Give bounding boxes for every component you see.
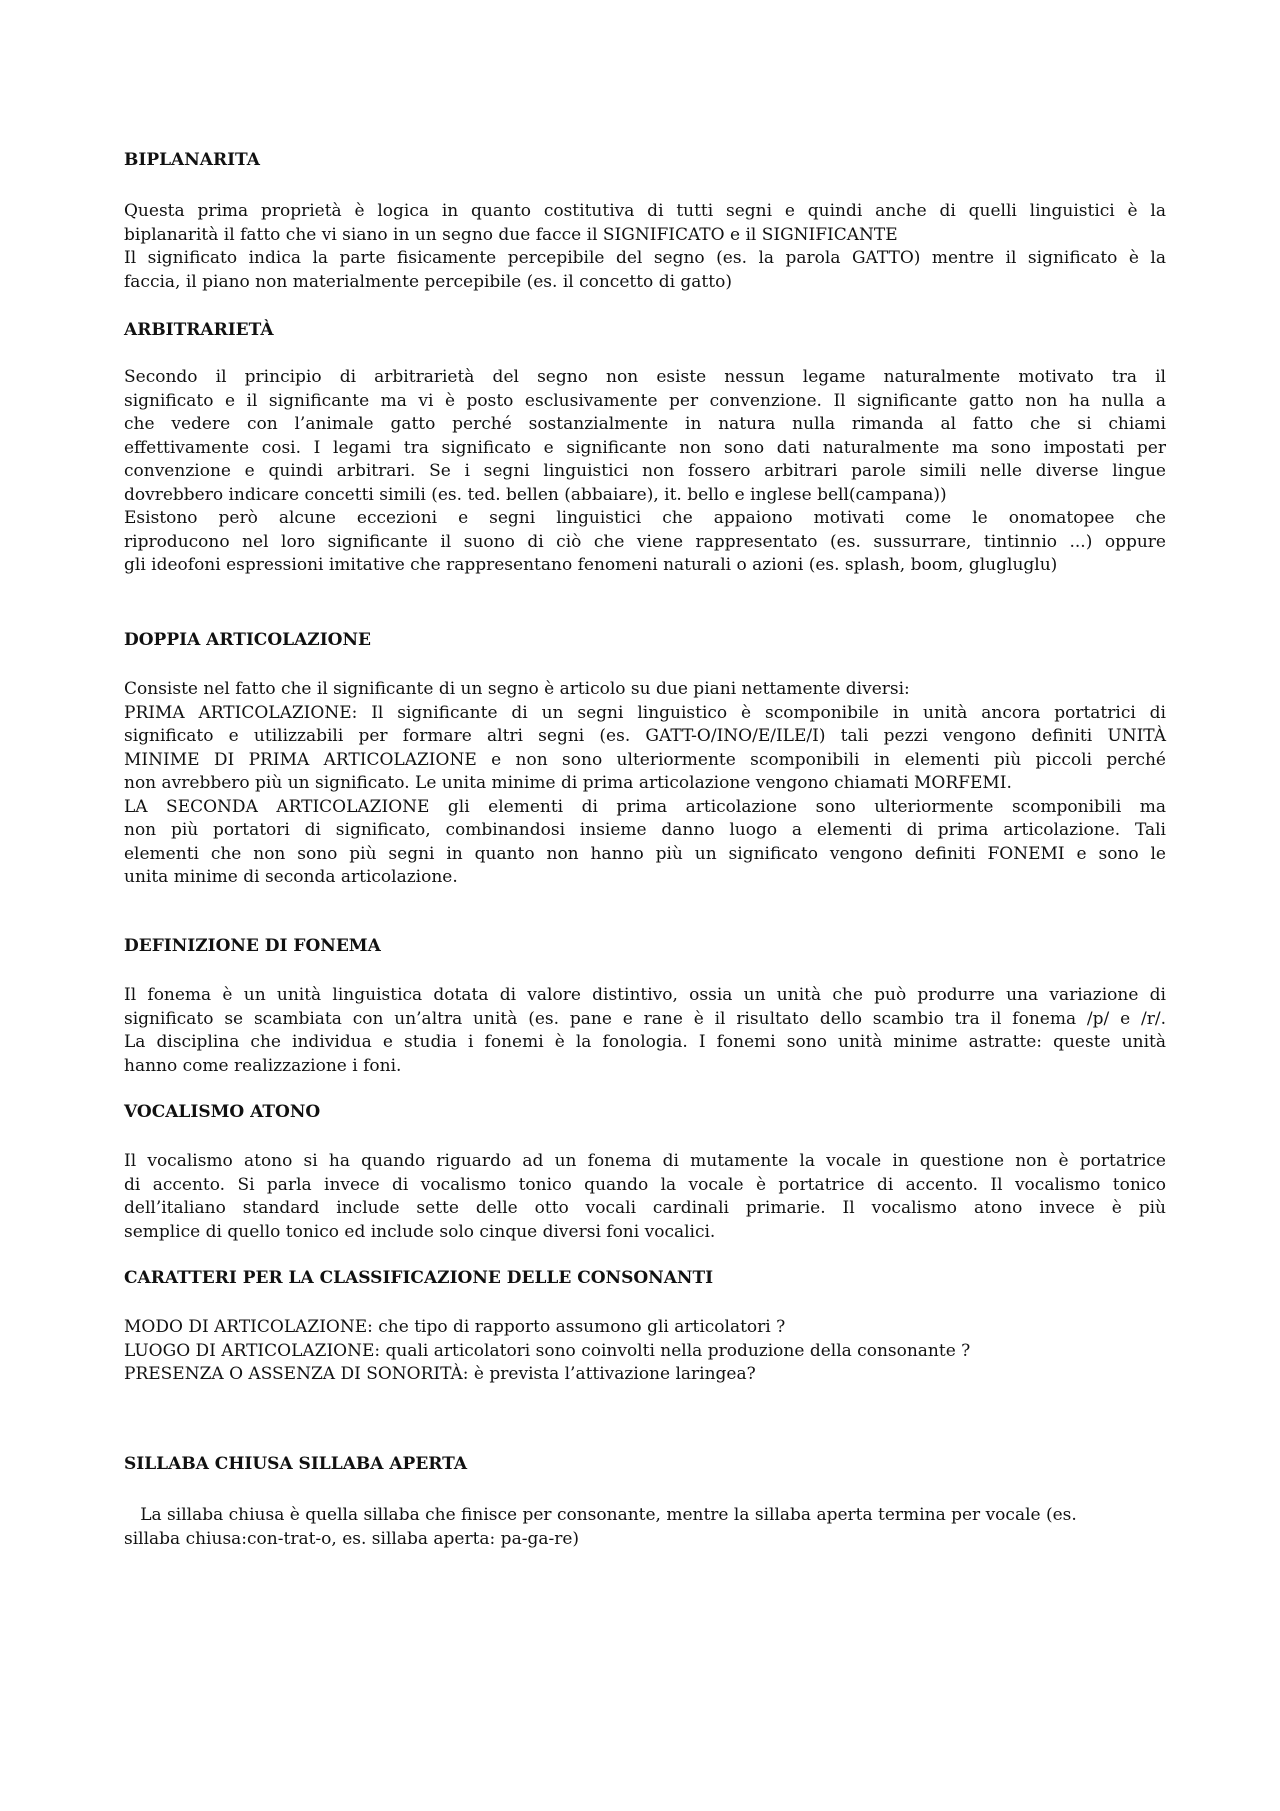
text-line: che vedere con l’animale gatto perché sostanzialmente in natura nulla rimanda al fatto che si chiami: [124, 414, 1166, 434]
paragraph-biplanarita: [124, 200, 1166, 294]
text-line: La sillaba chiusa è quella sillaba che finisce per consonante, mentre la sillaba aperta termina per vocale (es.: [124, 1505, 1077, 1525]
text-line: MINIME DI PRIMA ARTICOLAZIONE e non sono ulteriormente scomponibili in elementi più piccoli perché: [124, 749, 1166, 770]
text-line: LUOGO DI ARTICOLAZIONE: quali articolatori sono coinvolti nella produzione della consonante ?: [124, 1340, 971, 1361]
paragraph-sillaba: [124, 1504, 1166, 1551]
text-line: Il vocalismo atono si ha quando riguardo ad un fonema di mutamente la vocale in questione non è portatrice: [124, 1151, 1166, 1171]
section-heading-sillaba: SILLABA CHIUSA SILLABA APERTA: [124, 1454, 468, 1474]
text-line: riproducono nel loro significante il suono di ciò che viene rappresentato (es. sussurrare, tintinnio ...) oppure: [124, 531, 1166, 552]
text-line: biplanarità il fatto che vi siano in un segno due facce il SIGNIFICATO e il SIGNIFICANTE: [124, 224, 898, 245]
text-line: Secondo il principio di arbitrarietà del segno non esiste nessun legame naturalmente motivato tra il: [124, 367, 1166, 387]
text-line: faccia, il piano non materialmente percepibile (es. il concetto di gatto): [124, 271, 732, 292]
text-line: LA SECONDA ARTICOLAZIONE gli elementi di prima articolazione sono ulteriormente scomponibili ma: [124, 796, 1166, 817]
section-heading-arbitrarieta: ARBITRARIETÀ: [124, 320, 274, 340]
text-line: dovrebbero indicare concetti simili (es. ted. bellen (abbaiare), it. bello e inglese bell(campana)): [124, 484, 947, 505]
section-heading-doppia-articolazione: DOPPIA ARTICOLAZIONE: [124, 630, 371, 650]
section-heading-classificazione-consonanti: CARATTERI PER LA CLASSIFICAZIONE DELLE CONSONANTI: [124, 1268, 714, 1288]
text-line: dell’italiano standard include sette delle otto vocali cardinali primarie. Il vocalismo atono invece è più: [124, 1198, 1166, 1218]
text-line: PRIMA ARTICOLAZIONE: Il significante di un segni linguistico è scomponibile in unità ancora portatrici di: [124, 702, 1166, 723]
text-line: Questa prima proprietà è logica in quanto costitutiva di tutti segni e quindi anche di quelli linguistici è la: [124, 201, 1166, 221]
text-line: Il significato indica la parte fisicamente percepibile del segno (es. la parola GATTO) mentre il significato è la: [124, 248, 1166, 268]
text-line: significato se scambiata con un’altra unità (es. pane e rane è il risultato dello scambio tra il fonema /p/ e /r/.: [124, 1008, 1166, 1029]
paragraph-vocalismo-atono: [124, 1150, 1166, 1244]
text-line: non più portatori di significato, combinandosi insieme danno luogo a elementi di prima articolazione. Tali: [124, 820, 1166, 840]
text-line: effettivamente cosi. I legami tra significato e significante non sono dati naturalmente ma sono impostati per: [124, 437, 1166, 458]
document-page: [124, 0, 1166, 1811]
text-line: MODO DI ARTICOLAZIONE: che tipo di rapporto assumono gli articolatori ?: [124, 1317, 786, 1337]
text-line: semplice di quello tonico ed include solo cinque diversi foni vocalici.: [124, 1221, 716, 1242]
text-line: unita minime di seconda articolazione.: [124, 867, 458, 887]
paragraph-arbitrarieta: [124, 366, 1166, 578]
text-line: hanno come realizzazione i foni.: [124, 1055, 402, 1076]
text-line: La disciplina che individua e studia i fonemi è la fonologia. I fonemi sono unità minime astratte: queste unità: [124, 1032, 1166, 1052]
text-line: PRESENZA O ASSENZA DI SONORITÀ: è prevista l’attivazione laringea?: [124, 1364, 756, 1384]
section-heading-definizione-fonema: DEFINIZIONE DI FONEMA: [124, 936, 381, 956]
text-line: significato e utilizzabili per formare altri segni (es. GATT-O/INO/E/ILE/I) tali pezzi vengono definiti UNITÀ: [124, 726, 1166, 746]
paragraph-definizione-fonema: [124, 984, 1166, 1078]
text-line: sillaba chiusa:con-trat-o, es. sillaba aperta: pa-ga-re): [124, 1528, 580, 1549]
paragraph-doppia-articolazione: [124, 678, 1166, 890]
section-heading-biplanarita: BIPLANARITA: [124, 150, 260, 170]
text-line: di accento. Si parla invece di vocalismo tonico quando la vocale è portatrice di accento. Il vocalismo tonico: [124, 1174, 1166, 1195]
text-line: Consiste nel fatto che il significante di un segno è articolo su due piani nettamente diversi:: [124, 679, 910, 699]
text-line: convenzione e quindi arbitrari. Se i segni linguistici non fossero arbitrari parole simili nelle diverse lingue: [124, 461, 1166, 481]
text-line: elementi che non sono più segni in quanto non hanno più un significato vengono definiti FONEMI e sono le: [124, 843, 1166, 864]
text-line: gli ideofoni espressioni imitative che rappresentano fenomeni naturali o azioni (es. splash, boom, glugluglu): [124, 555, 1058, 575]
text-line: Esistono però alcune eccezioni e segni linguistici che appaiono motivati come le onomatopee che: [124, 508, 1166, 528]
section-heading-vocalismo-atono: VOCALISMO ATONO: [124, 1102, 321, 1122]
text-line: non avrebbero più un significato. Le unita minime di prima articolazione vengono chiamati MORFEMI.: [124, 773, 1012, 793]
paragraph-classificazione-consonanti: [124, 1316, 1166, 1387]
text-line: significato e il significante ma vi è posto esclusivamente per convenzione. Il significante gatto non ha nulla a: [124, 390, 1166, 411]
text-line: Il fonema è un unità linguistica dotata di valore distintivo, ossia un unità che può produrre una variazione di: [124, 985, 1166, 1005]
